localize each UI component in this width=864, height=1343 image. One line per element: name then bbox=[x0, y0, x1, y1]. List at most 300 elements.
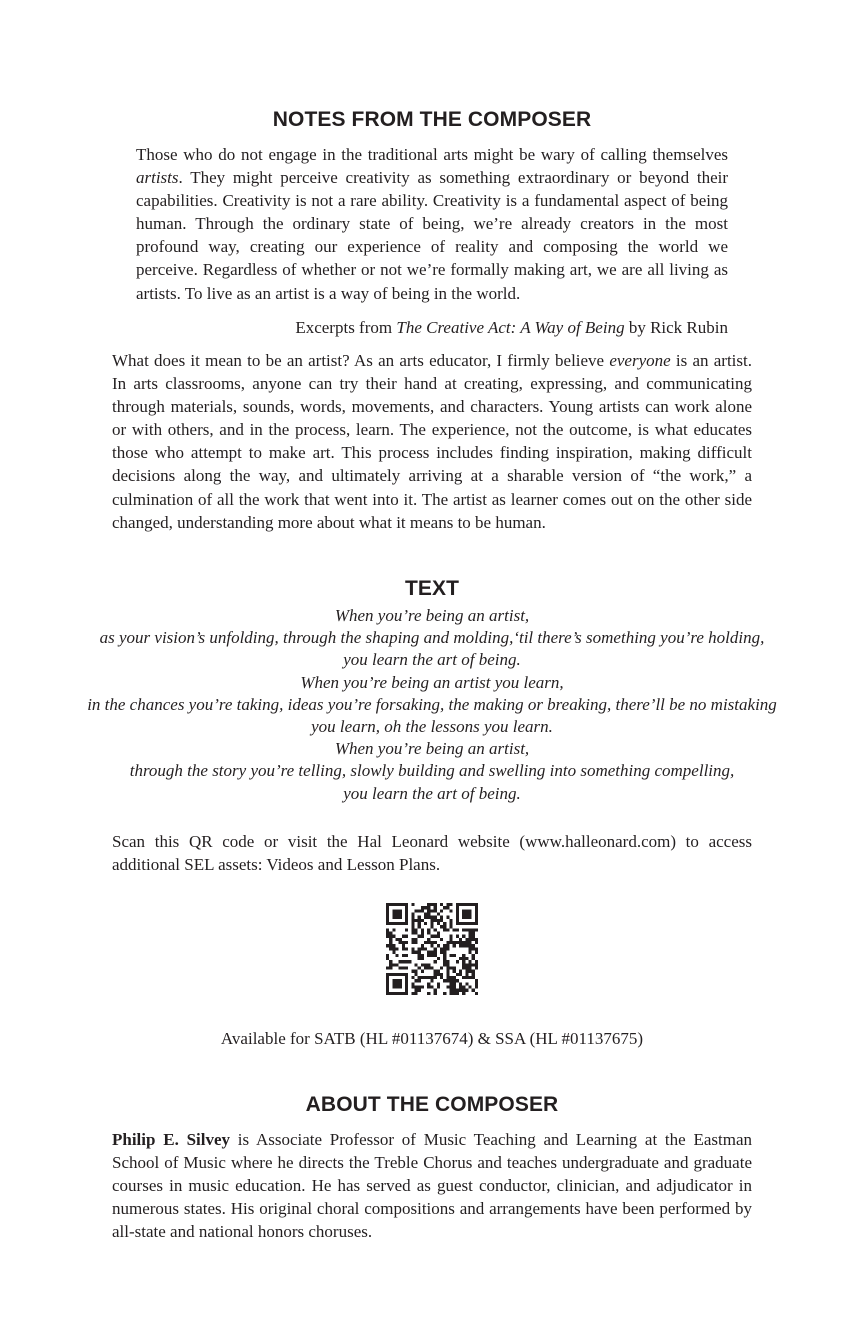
qr-module bbox=[437, 944, 440, 947]
qr-instructions: Scan this QR code or visit the Hal Leonard website (www.halleonard.com) to access additional SEL assets: Videos and Lesson Plans. bbox=[112, 832, 752, 875]
qr-module bbox=[386, 928, 389, 931]
qr-module bbox=[421, 944, 424, 947]
qr-module bbox=[465, 963, 468, 966]
qr-module bbox=[421, 985, 424, 988]
qr-module bbox=[415, 970, 418, 973]
qr-module bbox=[462, 957, 465, 960]
qr-module bbox=[475, 992, 478, 995]
qr-module bbox=[456, 922, 459, 925]
qr-module bbox=[465, 982, 468, 985]
qr-module bbox=[453, 944, 456, 947]
qr-module bbox=[415, 979, 418, 982]
lyric-line: in the chances you’re taking, ideas you’re forsaking, the making or breaking, there’ll be no mistaking bbox=[87, 694, 777, 714]
qr-module bbox=[446, 979, 449, 982]
qr-module bbox=[462, 909, 465, 912]
qr-module bbox=[434, 989, 437, 992]
qr-module bbox=[430, 951, 433, 954]
qr-module bbox=[386, 913, 389, 916]
excerpt-prefix: Excerpts from bbox=[295, 318, 397, 337]
qr-module bbox=[424, 913, 427, 916]
qr-module bbox=[459, 922, 462, 925]
rubin-quote bbox=[136, 143, 728, 305]
qr-module bbox=[434, 916, 437, 919]
qr-module bbox=[440, 919, 443, 922]
qr-module bbox=[468, 966, 471, 969]
qr-module bbox=[396, 979, 399, 982]
qr-module bbox=[396, 909, 399, 912]
lyric-line: When you’re being an artist you learn, bbox=[300, 672, 564, 692]
qr-module bbox=[449, 938, 452, 941]
qr-module bbox=[462, 989, 465, 992]
qr-module bbox=[465, 903, 468, 906]
qr-module bbox=[386, 992, 389, 995]
quote-text-before: Those who do not engage in the traditional arts might be wary of calling themselves bbox=[136, 145, 728, 164]
composer-bio: is Associate Professor of Music Teaching and Learning at the Eastman School of Music where he directs the Treble Chorus and teaches undergraduate and graduate courses in music education. He has served as guest conductor, clinician, and adjudicator in numerous states. His original choral compositions and arrangements have been performed by all-state and national honors choruses. bbox=[112, 1130, 752, 1242]
qr-module bbox=[449, 925, 452, 928]
lyric-line: you learn the art of being. bbox=[343, 650, 521, 670]
qr-module bbox=[392, 922, 395, 925]
qr-module bbox=[392, 903, 395, 906]
qr-module bbox=[424, 941, 427, 944]
qr-module bbox=[443, 979, 446, 982]
qr-module bbox=[475, 916, 478, 919]
qr-module bbox=[405, 966, 408, 969]
qr-module bbox=[418, 966, 421, 969]
qr-module bbox=[449, 903, 452, 906]
qr-module bbox=[465, 966, 468, 969]
qr-module bbox=[462, 966, 465, 969]
qr-module bbox=[405, 982, 408, 985]
qr-module bbox=[430, 979, 433, 982]
qr-module bbox=[437, 973, 440, 976]
qr-module bbox=[475, 982, 478, 985]
qr-module bbox=[386, 916, 389, 919]
qr-module bbox=[427, 928, 430, 931]
qr-module bbox=[446, 916, 449, 919]
qr-module bbox=[399, 973, 402, 976]
qr-module bbox=[427, 916, 430, 919]
qr-module bbox=[389, 903, 392, 906]
qr-module bbox=[462, 935, 465, 938]
qr-module bbox=[389, 992, 392, 995]
qr-module bbox=[411, 928, 414, 931]
qr-module bbox=[418, 979, 421, 982]
qr-module bbox=[434, 992, 437, 995]
qr-module bbox=[443, 960, 446, 963]
qr-module bbox=[472, 922, 475, 925]
qr-module bbox=[446, 903, 449, 906]
quote-text-after: . They might perceive creativity as something extraordinary or beyond their capabilities. Creativity is not a rare ability. Creativity is a fundamental aspect of being human. Through the ordinary state of being, we’re already creators in the most profound way, creating our experience of reality and composing the world we perceive. Regardless of whether or not we’re formally making art, we are all living as artists. To live as an artist is a way of being in the world. bbox=[136, 168, 728, 303]
qr-module bbox=[453, 979, 456, 982]
qr-module bbox=[449, 935, 452, 938]
qr-module bbox=[386, 909, 389, 912]
qr-module bbox=[465, 957, 468, 960]
qr-module bbox=[430, 976, 433, 979]
qr-module bbox=[468, 960, 471, 963]
qr-module bbox=[421, 906, 424, 909]
qr-module bbox=[415, 951, 418, 954]
qr-module bbox=[411, 903, 414, 906]
qr-module bbox=[427, 951, 430, 954]
qr-module bbox=[443, 957, 446, 960]
qr-module bbox=[418, 925, 421, 928]
qr-module bbox=[418, 919, 421, 922]
qr-module bbox=[415, 989, 418, 992]
qr-module bbox=[465, 922, 468, 925]
qr-module bbox=[449, 979, 452, 982]
qr-module bbox=[415, 932, 418, 935]
notes-italic-word: everyone bbox=[609, 351, 671, 370]
qr-code-icon[interactable] bbox=[386, 903, 478, 995]
qr-module bbox=[427, 985, 430, 988]
qr-module bbox=[405, 903, 408, 906]
qr-module bbox=[468, 985, 471, 988]
qr-module bbox=[389, 932, 392, 935]
qr-module bbox=[386, 985, 389, 988]
qr-module bbox=[465, 909, 468, 912]
qr-module bbox=[462, 922, 465, 925]
qr-module bbox=[472, 976, 475, 979]
qr-module bbox=[427, 906, 430, 909]
qr-module bbox=[443, 922, 446, 925]
qr-module bbox=[399, 941, 402, 944]
qr-module bbox=[449, 989, 452, 992]
qr-module bbox=[396, 903, 399, 906]
qr-module bbox=[472, 903, 475, 906]
qr-module bbox=[415, 938, 418, 941]
qr-module bbox=[389, 922, 392, 925]
qr-module bbox=[437, 919, 440, 922]
qr-module bbox=[475, 979, 478, 982]
qr-module bbox=[446, 970, 449, 973]
qr-module bbox=[472, 935, 475, 938]
qr-module bbox=[386, 982, 389, 985]
qr-module bbox=[446, 966, 449, 969]
availability-line: Available for SATB (HL #01137674) & SSA (HL #01137675) bbox=[220, 1029, 644, 1048]
notes-text-before: What does it mean to be an artist? As an arts educator, I firmly believe bbox=[112, 351, 610, 370]
qr-module bbox=[459, 957, 462, 960]
qr-module bbox=[421, 919, 424, 922]
qr-module bbox=[465, 941, 468, 944]
qr-module bbox=[427, 938, 430, 941]
qr-module bbox=[459, 973, 462, 976]
qr-module bbox=[415, 992, 418, 995]
qr-module bbox=[421, 954, 424, 957]
qr-module bbox=[389, 973, 392, 976]
qr-module bbox=[434, 906, 437, 909]
qr-module bbox=[402, 941, 405, 944]
qr-module bbox=[386, 944, 389, 947]
qr-module bbox=[468, 976, 471, 979]
qr-module bbox=[456, 941, 459, 944]
qr-module bbox=[472, 938, 475, 941]
qr-module bbox=[453, 992, 456, 995]
qr-module bbox=[421, 935, 424, 938]
qr-module bbox=[427, 966, 430, 969]
qr-module bbox=[465, 928, 468, 931]
qr-module bbox=[462, 928, 465, 931]
qr-module bbox=[392, 909, 395, 912]
qr-module bbox=[440, 951, 443, 954]
qr-module bbox=[396, 963, 399, 966]
qr-module bbox=[434, 935, 437, 938]
qr-module bbox=[405, 985, 408, 988]
qr-module bbox=[443, 947, 446, 950]
qr-module bbox=[405, 979, 408, 982]
notes-heading: NOTES FROM THE COMPOSER bbox=[272, 108, 592, 131]
qr-module bbox=[449, 966, 452, 969]
qr-module bbox=[456, 935, 459, 938]
qr-module bbox=[443, 954, 446, 957]
qr-module bbox=[415, 963, 418, 966]
qr-module bbox=[468, 963, 471, 966]
qr-module bbox=[468, 913, 471, 916]
qr-module bbox=[468, 928, 471, 931]
qr-module bbox=[456, 909, 459, 912]
qr-module bbox=[440, 947, 443, 950]
qr-module bbox=[434, 960, 437, 963]
qr-module bbox=[402, 973, 405, 976]
qr-module bbox=[437, 957, 440, 960]
qr-module bbox=[449, 922, 452, 925]
qr-module bbox=[386, 957, 389, 960]
qr-module bbox=[462, 941, 465, 944]
qr-module bbox=[427, 913, 430, 916]
qr-module bbox=[449, 982, 452, 985]
qr-module bbox=[475, 909, 478, 912]
qr-module bbox=[389, 966, 392, 969]
qr-module bbox=[427, 903, 430, 906]
qr-module bbox=[456, 903, 459, 906]
qr-module bbox=[446, 941, 449, 944]
qr-module bbox=[475, 985, 478, 988]
excerpt-book-title: The Creative Act: A Way of Being bbox=[396, 318, 625, 337]
qr-module bbox=[427, 976, 430, 979]
qr-module bbox=[399, 916, 402, 919]
qr-module bbox=[453, 941, 456, 944]
qr-module bbox=[434, 919, 437, 922]
qr-module bbox=[396, 954, 399, 957]
qr-module bbox=[475, 960, 478, 963]
qr-module bbox=[434, 928, 437, 931]
qr-module bbox=[468, 922, 471, 925]
qr-module bbox=[430, 919, 433, 922]
qr-module bbox=[459, 944, 462, 947]
qr-module bbox=[408, 960, 411, 963]
qr-module bbox=[392, 963, 395, 966]
qr-module bbox=[430, 944, 433, 947]
qr-module bbox=[392, 935, 395, 938]
qr-module bbox=[456, 928, 459, 931]
qr-module bbox=[462, 963, 465, 966]
qr-module bbox=[386, 935, 389, 938]
qr-module bbox=[475, 919, 478, 922]
qr-module bbox=[402, 954, 405, 957]
qr-module bbox=[392, 985, 395, 988]
qr-module bbox=[392, 944, 395, 947]
qr-module bbox=[440, 925, 443, 928]
qr-module bbox=[405, 928, 408, 931]
qr-module bbox=[399, 938, 402, 941]
qr-module bbox=[402, 960, 405, 963]
qr-module bbox=[389, 963, 392, 966]
qr-module bbox=[405, 913, 408, 916]
qr-module bbox=[459, 982, 462, 985]
composer-notes-paragraph bbox=[112, 349, 752, 534]
qr-module bbox=[430, 903, 433, 906]
qr-module bbox=[437, 985, 440, 988]
qr-module bbox=[440, 973, 443, 976]
qr-module bbox=[437, 932, 440, 935]
qr-module bbox=[475, 906, 478, 909]
qr-module bbox=[453, 928, 456, 931]
qr-module bbox=[437, 982, 440, 985]
qr-module bbox=[415, 985, 418, 988]
qr-module bbox=[418, 985, 421, 988]
qr-module bbox=[462, 916, 465, 919]
qr-module bbox=[456, 979, 459, 982]
qr-module bbox=[421, 947, 424, 950]
qr-module bbox=[462, 944, 465, 947]
qr-module bbox=[443, 963, 446, 966]
qr-module bbox=[472, 973, 475, 976]
qr-module bbox=[392, 916, 395, 919]
qr-module bbox=[434, 976, 437, 979]
qr-module bbox=[443, 906, 446, 909]
qr-module bbox=[418, 916, 421, 919]
qr-module bbox=[453, 982, 456, 985]
qr-module bbox=[396, 982, 399, 985]
qr-module bbox=[421, 970, 424, 973]
qr-module bbox=[468, 903, 471, 906]
qr-module bbox=[424, 976, 427, 979]
qr-module bbox=[453, 970, 456, 973]
qr-module bbox=[430, 954, 433, 957]
qr-module bbox=[462, 976, 465, 979]
qr-module bbox=[399, 982, 402, 985]
qr-module bbox=[392, 947, 395, 950]
qr-module bbox=[434, 970, 437, 973]
qr-module bbox=[468, 938, 471, 941]
qr-module bbox=[437, 922, 440, 925]
qr-module bbox=[434, 909, 437, 912]
qr-module bbox=[418, 909, 421, 912]
qr-module bbox=[446, 960, 449, 963]
qr-module bbox=[427, 982, 430, 985]
qr-module bbox=[418, 954, 421, 957]
qr-module bbox=[472, 989, 475, 992]
qr-module bbox=[396, 916, 399, 919]
qr-module bbox=[443, 925, 446, 928]
qr-module bbox=[399, 966, 402, 969]
qr-module bbox=[411, 913, 414, 916]
qr-module bbox=[411, 992, 414, 995]
qr-module bbox=[399, 909, 402, 912]
qr-module bbox=[415, 919, 418, 922]
qr-module bbox=[424, 947, 427, 950]
qr-module bbox=[399, 979, 402, 982]
qr-module bbox=[446, 944, 449, 947]
text-heading: TEXT bbox=[404, 577, 460, 600]
qr-module bbox=[415, 973, 418, 976]
qr-module bbox=[475, 941, 478, 944]
qr-module bbox=[386, 906, 389, 909]
qr-module bbox=[389, 944, 392, 947]
qr-module bbox=[411, 970, 414, 973]
qr-module bbox=[386, 922, 389, 925]
qr-module bbox=[396, 973, 399, 976]
qr-module bbox=[399, 992, 402, 995]
qr-module bbox=[459, 985, 462, 988]
qr-module bbox=[402, 922, 405, 925]
qr-module bbox=[411, 941, 414, 944]
qr-module bbox=[468, 941, 471, 944]
qr-module bbox=[472, 963, 475, 966]
qr-module bbox=[402, 966, 405, 969]
qr-module bbox=[418, 935, 421, 938]
qr-module bbox=[392, 982, 395, 985]
qr-module bbox=[456, 973, 459, 976]
qr-module bbox=[386, 966, 389, 969]
qr-module bbox=[434, 954, 437, 957]
qr-module bbox=[386, 979, 389, 982]
qr-module bbox=[472, 947, 475, 950]
qr-module bbox=[411, 916, 414, 919]
qr-module bbox=[468, 916, 471, 919]
qr-module bbox=[396, 947, 399, 950]
qr-module bbox=[421, 909, 424, 912]
qr-module bbox=[402, 944, 405, 947]
qr-module bbox=[396, 938, 399, 941]
qr-module bbox=[465, 976, 468, 979]
qr-module bbox=[424, 916, 427, 919]
qr-module bbox=[434, 947, 437, 950]
qr-module bbox=[405, 954, 408, 957]
qr-module bbox=[405, 973, 408, 976]
qr-module bbox=[472, 928, 475, 931]
notes-text-after: is an artist. In arts classrooms, anyone can try their hand at creating, expressing, and communicating through materials, sounds, words, movements, and characters. Young artists can work alone or with others, and in the process, learn. The experience, not the outcome, is what educates those who attempt to make art. This process includes finding inspiration, making difficult decisions along the way, and ultimately arriving at a sharable version of “the work,” a culmination of all the work that went into it. The artist as learner comes out on the other side changed, understanding more about what it means to be human. bbox=[112, 351, 752, 532]
qr-module bbox=[462, 954, 465, 957]
qr-module bbox=[389, 960, 392, 963]
lyric-line: When you’re being an artist, bbox=[334, 739, 530, 759]
qr-module bbox=[434, 973, 437, 976]
qr-module bbox=[449, 909, 452, 912]
qr-module bbox=[475, 928, 478, 931]
qr-module bbox=[430, 935, 433, 938]
qr-module bbox=[453, 985, 456, 988]
qr-module bbox=[456, 916, 459, 919]
qr-module bbox=[405, 941, 408, 944]
qr-module bbox=[446, 928, 449, 931]
excerpt-suffix: by Rick Rubin bbox=[624, 318, 728, 337]
qr-module bbox=[475, 922, 478, 925]
qr-module bbox=[405, 919, 408, 922]
qr-module bbox=[427, 992, 430, 995]
qr-module bbox=[468, 951, 471, 954]
qr-module bbox=[449, 954, 452, 957]
qr-module bbox=[427, 954, 430, 957]
qr-module bbox=[392, 951, 395, 954]
qr-module bbox=[427, 963, 430, 966]
qr-module bbox=[446, 985, 449, 988]
qr-module bbox=[440, 976, 443, 979]
qr-module bbox=[386, 976, 389, 979]
qr-module bbox=[475, 951, 478, 954]
qr-module bbox=[421, 928, 424, 931]
qr-module bbox=[440, 966, 443, 969]
lyrics bbox=[0, 605, 864, 805]
qr-module bbox=[405, 935, 408, 938]
